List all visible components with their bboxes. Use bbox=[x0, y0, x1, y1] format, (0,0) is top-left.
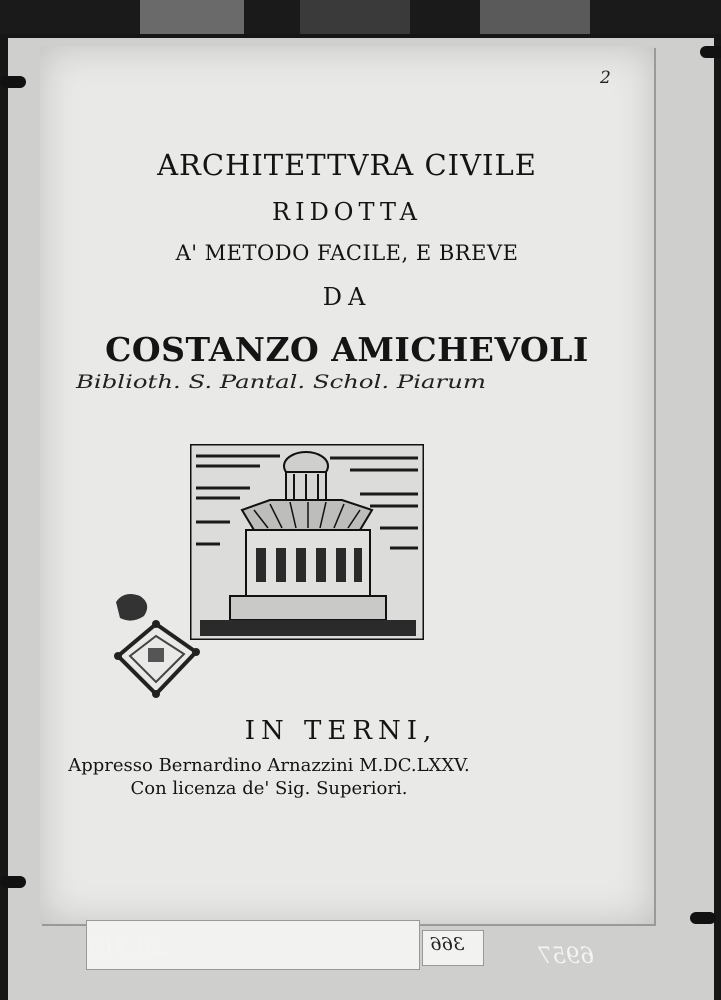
title-line-2: RIDOTTA bbox=[272, 198, 422, 226]
archive-number-center: 366 bbox=[430, 934, 465, 955]
imprint-license: Con licenza de' Sig. Superiori. bbox=[130, 778, 408, 799]
handwritten-note bbox=[72, 364, 492, 400]
folio-number: 2 bbox=[600, 68, 611, 88]
archive-number-right: 6957 bbox=[538, 944, 594, 969]
top-tab-2 bbox=[300, 0, 410, 34]
top-tab-3 bbox=[480, 0, 590, 34]
library-stamp-icon bbox=[110, 590, 202, 702]
title-line-1: ARCHITETTVRA CIVILE bbox=[157, 148, 537, 182]
clip-right-top bbox=[700, 46, 721, 58]
clip-left-bottom bbox=[0, 876, 26, 888]
title-line-4: DA bbox=[322, 283, 372, 311]
clip-right-bottom bbox=[690, 912, 716, 924]
handwritten-note-text: Biblioth. S. Pantal. Schol. Piarum bbox=[74, 371, 487, 393]
archive-number-left: 28.315 bbox=[88, 936, 165, 961]
imprint-printer: Appresso Bernardino Arnazzini M.DC.LXXV. bbox=[68, 755, 470, 776]
woodcut-illustration-icon bbox=[190, 444, 424, 640]
author-name: COSTANZO AMICHEVOLI bbox=[105, 330, 589, 369]
clip-left-top bbox=[0, 76, 26, 88]
imprint-city: IN TERNI, bbox=[244, 716, 438, 746]
top-tab-1 bbox=[140, 0, 244, 34]
title-line-3: A' METODO FACILE, E BREVE bbox=[175, 241, 519, 265]
